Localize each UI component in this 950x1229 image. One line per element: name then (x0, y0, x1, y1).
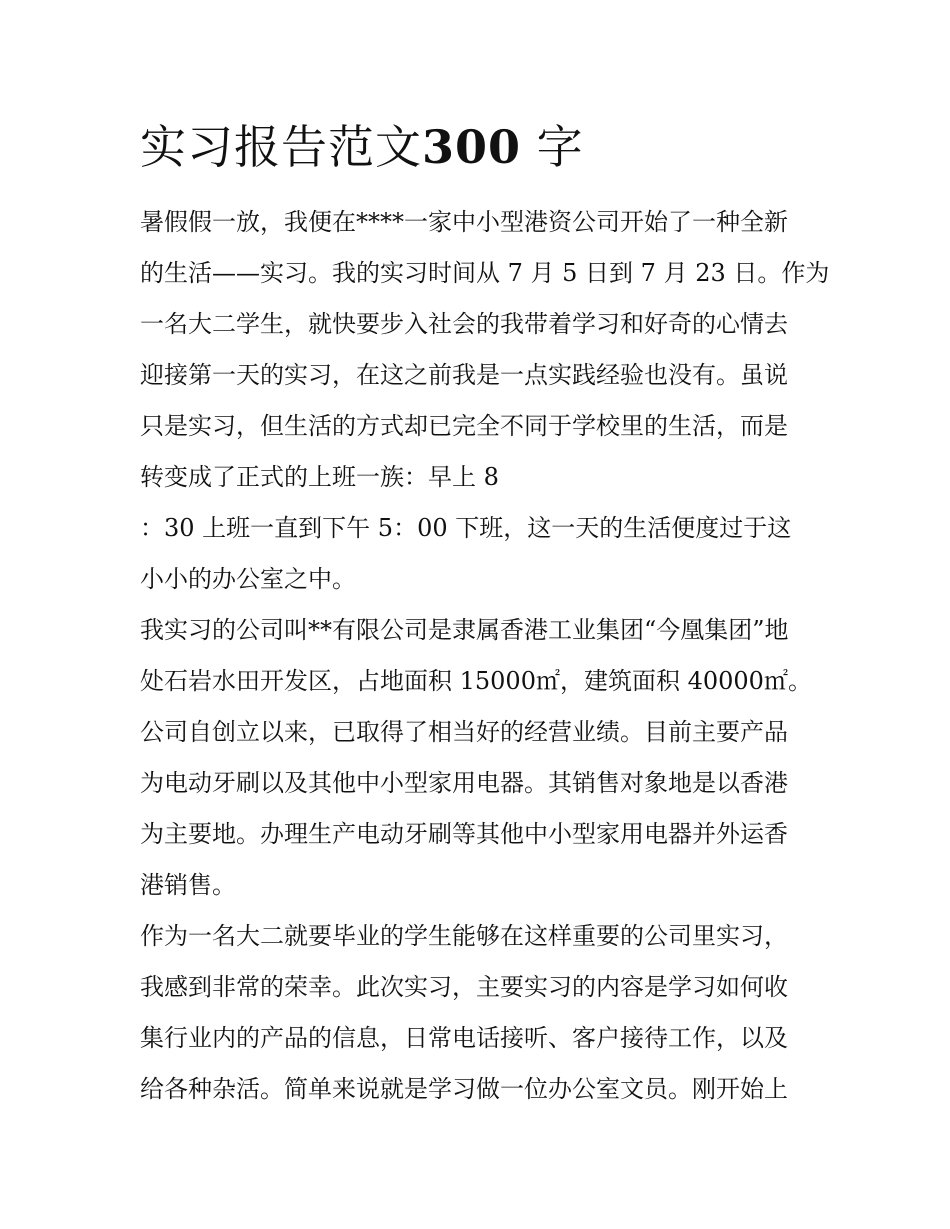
title-main: 实习报告范文 (140, 120, 422, 174)
page-title (140, 116, 584, 178)
text-line: 转变成了正式的上班一族：早上 8 (140, 463, 499, 491)
text-line: 迎接第一天的实习，在这之前我是一点实践经验也没有。虽说 (140, 361, 788, 389)
text-line: 我实习的公司叫**有限公司是隶属香港工业集团“今凰集团”地 (140, 616, 789, 644)
title-end: 字 (521, 120, 584, 174)
text-line: 小小的办公室之中。 (140, 565, 356, 593)
text-line: 只是实习，但生活的方式却已完全不同于学校里的生活，而是 (140, 412, 788, 440)
text-line: 公司自创立以来，已取得了相当好的经营业绩。目前主要产品 (140, 718, 788, 746)
text-line: 集行业内的产品的信息，日常电话接听、客户接待工作，以及 (140, 1024, 788, 1052)
text-line: 暑假假一放，我便在****一家中小型港资公司开始了一种全新 (140, 208, 788, 236)
text-line: 作为一名大二就要毕业的学生能够在这样重要的公司里实习， (140, 922, 788, 950)
title-number: 300 (422, 120, 522, 174)
text-line: 我感到非常的荣幸。此次实习，主要实习的内容是学习如何收 (140, 973, 788, 1001)
text-line: 为电动牙刷以及其他中小型家用电器。其销售对象地是以香港 (140, 769, 788, 797)
text-line: 处石岩水田开发区，占地面积 15000㎡，建筑面积 40000㎡。 (140, 667, 812, 695)
text-line: ：30 上班一直到下午 5：00 下班，这一天的生活便度过于这 (140, 514, 792, 542)
body-text (140, 197, 830, 1115)
text-line: 给各种杂活。简单来说就是学习做一位办公室文员。刚开始上 (140, 1075, 788, 1103)
text-line: 为主要地。办理生产电动牙刷等其他中小型家用电器并外运香 (140, 820, 788, 848)
text-line: 的生活——实习。我的实习时间从 7 月 5 日到 7 月 23 日。作为 (140, 259, 830, 287)
text-line: 一名大二学生，就快要步入社会的我带着学习和好奇的心情去 (140, 310, 788, 338)
text-line: 港销售。 (140, 871, 236, 899)
